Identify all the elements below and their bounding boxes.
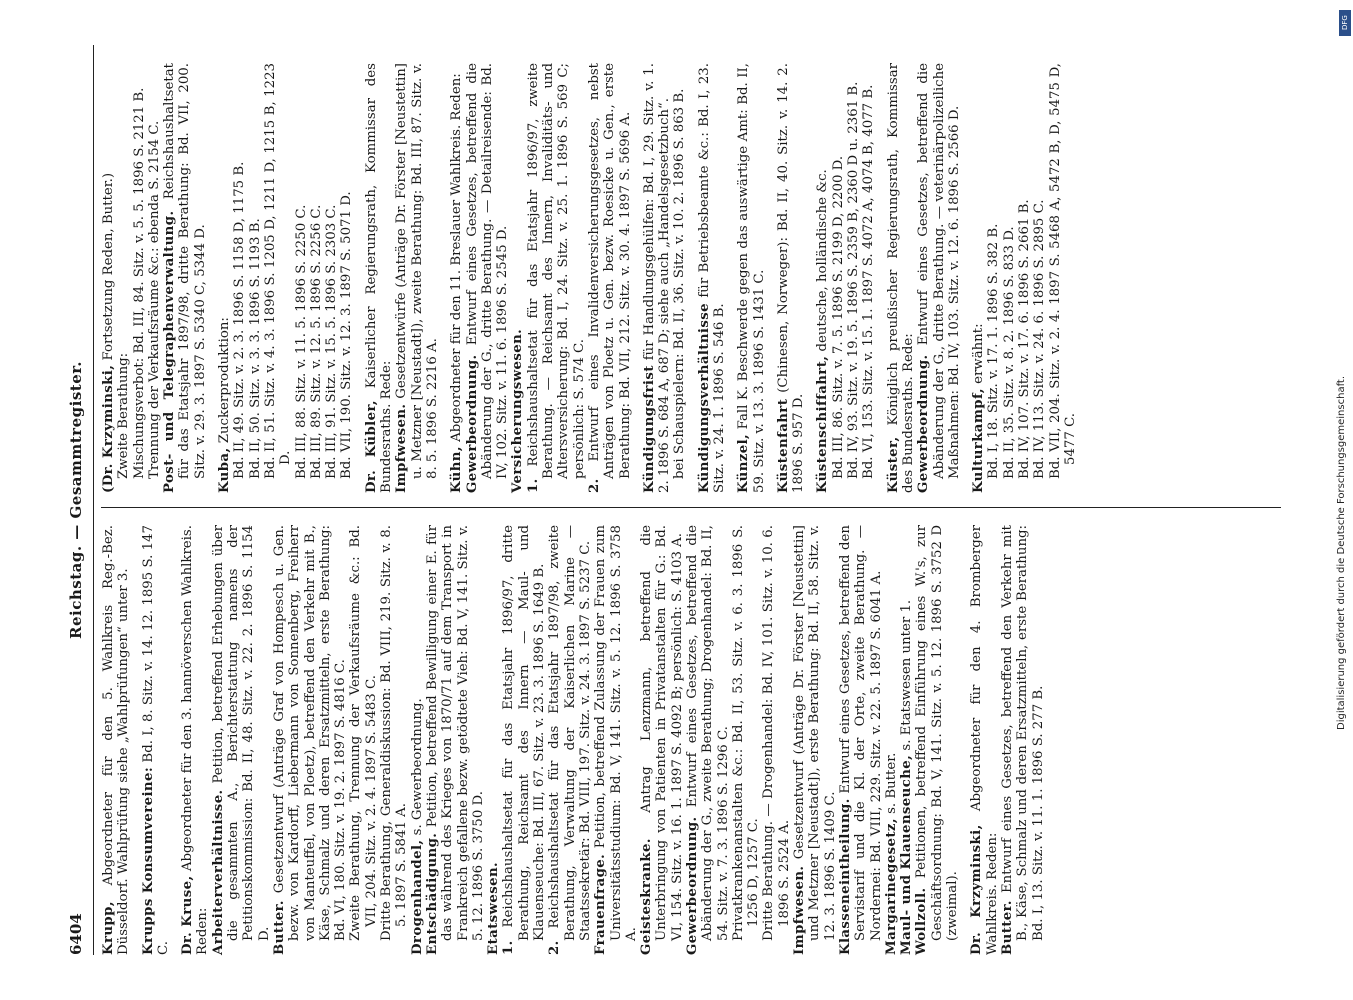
entry-keyword: Dr. Kruse,	[180, 875, 196, 955]
entry-keyword: Kündigungsverhältnisse	[696, 303, 712, 493]
entry-keyword: Klasseneintheilung.	[837, 798, 853, 955]
index-entry	[211, 525, 272, 955]
entry-text: Bd. I, 18. Sitz. v. 17. 1. 1896 S. 382 B.	[986, 223, 1002, 479]
index-entry	[217, 63, 232, 493]
entry-text: Bd. III, 91. Sitz. v. 15. 5. 1896 S. 2303 C.	[324, 204, 340, 479]
entry-text: Bd. IV, 93. Sitz. v. 19. 5. 1896 S. 2359 B, 2360 D u. 2361 B.	[846, 81, 862, 479]
index-entry	[685, 525, 731, 955]
entry-text: Abgeordneter für den 4. Bromberger Wahlkreis. Reden:	[969, 525, 1000, 955]
entry-text: Gesetzentwurf (Anträge Dr. Förster [Neustettin] und Metzner [Neustadt]), erste Berathung: Bd. II, 58. Sitz. v. 12. 3. 1896 S. 1409 C.	[792, 525, 838, 941]
entry-keyword: Kühn,	[449, 446, 465, 493]
entry-text: Entwurf eines Gesetzes, betreffend den Verkehr mit B., Käse, Schmalz und deren Ersatzmitteln, erste Berathung: Bd. I, 13. Sitz. v. 11. 1. 1896 S. 277 B.	[999, 525, 1046, 941]
entry-text: Gesetzentwurf (Anträge Graf von Hompesch u. Gen. bezw. von Kardorff, Liebermann von Sonnenberg, Freiherr von Manteuffel, von Ploetz), betreffend den Verkehr mit B., Käse, Schmalz und deren Ersatzmitteln, erste Berathung: Bd. VI, 180. Sitz. v. 19. 2. 1897 S. 4816 C.	[271, 525, 349, 941]
index-entry	[501, 525, 547, 955]
entry-text: Fortsetzung Reden, Butter.)	[101, 172, 116, 365]
index-entry	[731, 525, 762, 955]
entry-text: Entwurf eines Invalidenversicherungsgesetzes, nebst Anträgen von Ploetz u. Gen. bezw. Roesicke u. Gen., erste Berathung: Bd. VII, 212. Sitz. v. 30. 4. 1897 S. 5696 A.	[586, 63, 633, 479]
entry-keyword: Margarinegesetz,	[883, 818, 899, 955]
entry-text: Bd. IV, 107. Sitz. v. 17. 6. 1896 S. 2661 B.	[1017, 199, 1033, 479]
index-entry	[526, 63, 587, 493]
entry-keyword: Drogenhandel,	[409, 839, 425, 955]
entry-text: Reichshaushaltsetat für das Etatsjahr 1897/98, zweite Berathung, Verwaltung der Kaiserlichen Marine — Staatssekretär: Bd. VIII, 197. Sitz. v. 24. 3. 1897 S. 5237 C.	[547, 525, 593, 941]
entry-text: s. Butter.	[883, 752, 899, 819]
entry-text: Petition, betreffend Erhebungen über die gesammten A., Berichterstattung namens der Petitionskommission: Bd. II, 48. Sitz. v. 22. 2. 1896 S. 1154 D.	[210, 525, 272, 941]
index-entry	[379, 525, 410, 955]
entry-text: Bd. IV, 113. Sitz. v. 24. 6. 1896 S. 2895 C.	[1032, 199, 1048, 479]
index-entry	[971, 63, 986, 493]
entry-text: Fall K. Beschwerde gegen das auswärtige Amt: Bd. II, 59. Sitz. v. 13. 3. 1896 S. 1431 C.	[736, 63, 767, 493]
entry-text: deutsche, holländische &c.	[815, 169, 831, 356]
entry-keyword: Maul- und Klauenseuche,	[899, 754, 915, 955]
entry-keyword: Impfwesen.	[394, 403, 410, 493]
entry-keyword: (Dr. Krzyminski,	[101, 364, 116, 493]
index-entry	[861, 63, 876, 493]
entry-text: Kaiserlicher Regierungsrath, Kommissar des Bundesraths. Rede:	[363, 63, 395, 493]
entry-keyword: Gewerbeordnung.	[916, 354, 932, 493]
entry-text: Petitionen, betreffend Einführung eines W.'s, zur Geschäftsordnung: Bd. V, 141. Sitz. v. 5. 12. 1896 S. 3752 D (zweimal).	[914, 525, 961, 941]
entry-text: Bd. VI, 153. Sitz. v. 15. 1. 1897 S. 4072 A, 4074 B, 4077 B.	[861, 84, 877, 479]
entry-keyword: Impfwesen.	[792, 865, 808, 955]
index-entry	[587, 63, 633, 493]
entry-keyword: Krupp,	[101, 901, 116, 955]
entry-text: Königlich preußischer Regierungsrath, Kommissar des Bundesraths. Rede:	[885, 63, 916, 493]
entry-text: Bd. III, 89. Sitz. v. 12. 5. 1896 S. 2256 C.	[308, 204, 324, 479]
index-entry	[394, 63, 440, 493]
entry-text: für Betriebsbeamte &c.: Bd. I, 23. Sitz. v. 24. 1. 1896 S. 546 B.	[696, 63, 727, 493]
entry-keyword: Butter.	[999, 900, 1015, 955]
index-entry	[116, 63, 131, 493]
entry-keyword: Entschädigung.	[424, 832, 440, 955]
index-entry	[914, 525, 960, 955]
index-entry	[838, 525, 884, 955]
index-entry	[986, 63, 1001, 493]
entry-text: s. Gewerbeordnung.	[409, 698, 425, 840]
index-entry	[831, 63, 846, 493]
entry-keyword: Wollzoll.	[914, 887, 930, 955]
entry-text: Dritte Berathung, Generaldiskussion: Bd. VIII, 219. Sitz. v. 8. 5. 1897 S. 5841 A.	[379, 525, 410, 941]
entry-text: Bd. II, 51. Sitz. v. 4. 3. 1896 S. 1205 D, 1211 D, 1215 B, 1223 D.	[262, 63, 294, 479]
index-entry	[846, 63, 861, 493]
index-entry	[272, 525, 348, 955]
entry-keyword: Post- und Telegraphenverwaltung.	[162, 210, 178, 493]
index-entry	[593, 525, 639, 955]
index-entry	[672, 63, 687, 493]
entry-text: Bd. VII, 190. Sitz. v. 12. 3. 1897 S. 5071 D.	[339, 191, 355, 479]
index-entry	[101, 63, 116, 493]
entry-keyword: Dr. Krzyminski,	[969, 824, 985, 955]
right-column	[101, 63, 1078, 493]
entry-keyword: Dr. Kübler,	[363, 400, 379, 493]
entry-keyword: Kündigungsfrist	[641, 365, 657, 493]
entry-keyword: Gewerbeordnung.	[464, 354, 480, 493]
entry-keyword: 1.	[525, 478, 541, 493]
entry-keyword: Krupps Konsumvereine:	[140, 766, 156, 955]
index-entry	[969, 525, 1000, 955]
index-entry	[510, 63, 525, 493]
entry-keyword: Künzel,	[736, 433, 752, 493]
index-entry	[324, 63, 339, 493]
entry-text: Bd. VII, 204. Sitz. v. 2. 4. 1897 S. 5468 A, 5472 B, D, 5475 D, 5477 C.	[1047, 63, 1078, 479]
entry-keyword: 1.	[501, 940, 517, 955]
entry-text: erwähnt:	[971, 323, 987, 389]
entry-text: Bd. II, 50. Sitz. v. 3. 3. 1896 S. 1193 B.	[247, 218, 263, 479]
entry-keyword: Küstenschiffahrt,	[815, 355, 831, 493]
index-entry	[736, 63, 767, 493]
entry-text: Abgeordneter für den 11. Breslauer Wahlkreis. Reden:	[449, 73, 465, 447]
index-entry	[339, 63, 354, 493]
index-entry	[639, 525, 685, 955]
index-entry	[465, 63, 511, 493]
index-entry	[486, 525, 501, 955]
entry-text: Dritte Berathung. — Drogenhandel: Bd. IV, 101. Sitz. v. 10. 6. 1896 S. 2524 A.	[761, 525, 792, 941]
column-divider	[101, 507, 1281, 508]
entry-keyword: Kulturkampf,	[971, 388, 987, 493]
index-entry	[147, 63, 162, 493]
index-entry	[884, 525, 899, 955]
index-entry	[697, 63, 728, 493]
index-entry	[410, 525, 425, 955]
index-entry	[232, 63, 247, 493]
index-entry	[916, 63, 962, 493]
index-entry	[1017, 63, 1032, 493]
index-entry	[309, 63, 324, 493]
entry-text: Trennung der Verkaufsräume &c.: ebenda S. 2154 C.	[146, 120, 162, 479]
entry-text: Bd. III, 86. Sitz. v. 7. 5. 1896 S. 2199 D, 2200 D.	[830, 155, 846, 479]
entry-text: Zweite Berathung, Trennung der Verkaufsräume &c.: Bd. VII, 204. Sitz. v. 2. 4. 1897 S. 5483 C.	[348, 525, 379, 941]
index-entry	[101, 525, 132, 955]
entry-keyword: 2.	[547, 940, 563, 955]
index-entry	[792, 525, 838, 955]
entry-text: bei Schauspielern: Bd. II, 36. Sitz. v. 10. 2. 1896 S. 863 B.	[672, 88, 688, 479]
entry-keyword: Etatswesen.	[486, 861, 502, 955]
entry-text: Petition, betreffend Zulassung der Frauen zum Universitätsstudium: Bd. V, 141. Sitz. v. 5. 12. 1896 S. 3758 A.	[593, 525, 639, 941]
digitization-note: Digitalisierung gefördert durch die Deutsche Forschungsgemeinschaft.	[1336, 375, 1347, 730]
entry-text: Privatkrankenanstalten &c.: Bd. II, 53. Sitz. v. 6. 3. 1896 S. 1256 D, 1257 C.	[730, 525, 762, 941]
index-entry	[1032, 63, 1047, 493]
index-entry	[132, 63, 147, 493]
index-entry	[886, 63, 917, 493]
entry-text: Antrag Lenzmann, betreffend die Unterbringung von Patienten in Privatanstalten für G.: Bd. VI, 154. Sitz. v. 16. 1. 1897 S. 4092 B; persönlich: S. 4103 A.	[639, 525, 685, 941]
entry-text: Entwurf eines Gesetzes, betreffend die Abänderung der G., zweite Berathung; Drogenhandel: Bd. II, 54. Sitz. v. 7. 3. 1896 S. 1296 C.	[684, 525, 731, 941]
entry-text: Entwurf eines Gesetzes, betreffend den Servistarif und die Kl. der Orte, zweite Berathung. — Nordernei: Bd. VIII, 229. Sitz. v. 22. 5. 1897 S. 6041 A.	[837, 525, 884, 941]
entry-keyword: Versicherungswesen.	[510, 328, 526, 493]
entry-keyword: Kuba,	[217, 447, 233, 493]
entry-text: Bd. II, 49. Sitz. v. 2. 3. 1896 S. 1158 D, 1175 B.	[232, 161, 248, 479]
entry-text: für Handlungsgehülfen: Bd. I, 29. Sitz. v. 1. 2. 1896 S. 684 A, 687 D; siehe auch „Handelsgesetzbuch“.	[641, 63, 673, 493]
entry-keyword: Arbeiterverhältnisse.	[210, 789, 226, 955]
index-entry	[1048, 63, 1079, 493]
rotated-page	[65, 45, 1295, 955]
entry-keyword: Küster,	[885, 436, 901, 493]
index-entry	[180, 525, 211, 955]
entry-text: Reichshaushaltsetat für das Etatsjahr 1896/97, dritte Berathung, Reichsamt des Innern — Maul- und Klauenseuche: Bd. III, 67. Sitz. v. 23. 3. 1896 S. 1649 B.	[501, 525, 548, 941]
entry-text: Bd. III, 88. Sitz. v. 11. 5. 1896 S. 2250 C.	[293, 204, 309, 479]
index-entry	[815, 63, 830, 493]
entry-text: Mischungsverbot: Bd. III, 84. Sitz. v. 5. 5. 1896 S. 2121 B.	[131, 87, 147, 479]
entry-text: Entwurf eines Gesetzes, betreffend die Abänderung der G., dritte Berathung. — veterinärpolizeiliche Maßnahmen: Bd. IV, 103. Sitz. v. 12. 6. 1896 S. 2566 D.	[916, 63, 962, 479]
index-entry	[642, 63, 673, 493]
index-entry	[248, 63, 263, 493]
index-entry	[761, 525, 792, 955]
entry-keyword: Geisteskranke.	[639, 838, 655, 955]
entry-text: Bd. I, 8. Sitz. v. 14. 12. 1895 S. 147 C.	[140, 525, 171, 955]
entry-keyword: Frauenfrage.	[593, 853, 609, 955]
entry-text: Bd. II, 35. Sitz. v. 8. 2. 1896 S. 833 D.	[1001, 226, 1017, 479]
entry-keyword: 2.	[586, 478, 602, 493]
index-entry	[776, 63, 807, 493]
index-entry	[162, 63, 208, 493]
entry-keyword: Gewerbeordnung.	[684, 816, 700, 955]
entry-text: Reichshaushaltsetat für das Etatsjahr 1897/98, dritte Berathung: Bd. VII, 200. Sitz. v. 29. 3. 1897 S. 5340 C, 5344 D.	[162, 63, 208, 479]
page-number: 6404	[67, 913, 85, 955]
entry-text: Gesetzentwürfe (Anträge Dr. Förster [Neustettin] u. Metzner [Neustadt]), zweite Berathung: Bd. III, 87. Sitz. v. 8. 5. 1896 S. 2216 A.	[394, 63, 440, 479]
index-entry	[547, 525, 593, 955]
index-entry	[141, 525, 172, 955]
entry-text: Abgeordneter für den 3. hannöverschen Wahlkreis. Reden:	[180, 525, 211, 955]
left-column	[101, 525, 1046, 955]
index-entry	[425, 525, 486, 955]
entry-keyword: Butter.	[271, 900, 287, 955]
entry-text: Abgeordneter für den 5. Wahlkreis Reg.-Bez. Düsseldorf. Wahlprüfung siehe „Wahlprüfungen“ unter 3.	[101, 525, 132, 955]
index-entry	[294, 63, 309, 493]
index-entry	[263, 63, 294, 493]
index-entry	[364, 63, 395, 493]
entry-text: s. Etatswesen unter 1.	[899, 599, 915, 755]
entry-keyword: Küstenfahrt	[775, 398, 791, 493]
dfg-logo: DFG	[1339, 10, 1351, 36]
entry-text: Entwurf eines Gesetzes, betreffend die Abänderung der G., dritte Berathung. — Detailreisende: Bd. IV, 102. Sitz. v. 11. 6. 1896 S. 2545 D.	[464, 63, 511, 479]
page-header	[65, 45, 94, 955]
entry-text: (Chinesen, Norweger): Bd. II, 40. Sitz. v. 14. 2. 1896 S. 957 D.	[775, 63, 807, 493]
entry-text: Petition, betreffend Bewilligung einer E. für das während des Krieges von 1870/71 auf dem Transport in Frankreich gefallene bezw. getödtete Vieh: Bd. V, 141. Sitz. v. 5. 12. 1896 S. 3750 D.	[424, 525, 486, 941]
entry-text: Reichshaushaltsetat für das Etatsjahr 1896/97, zweite Berathung. — Reichsamt des Innern, Invaliditäts- und Altersversicherung: Bd. I, 24. Sitz. v. 25. 1. 1896 S. 569 C; persönlich: S. 574 C.	[525, 63, 587, 479]
page-title: Reichstag. — Gesammtregister.	[67, 361, 85, 639]
entry-text: Zuckerproduktion:	[217, 317, 233, 448]
index-entry	[1000, 525, 1046, 955]
index-entry	[348, 525, 379, 955]
index-entry	[899, 525, 914, 955]
index-entry	[449, 63, 464, 493]
index-entry	[1002, 63, 1017, 493]
entry-text: Zweite Berathung:	[116, 352, 132, 479]
